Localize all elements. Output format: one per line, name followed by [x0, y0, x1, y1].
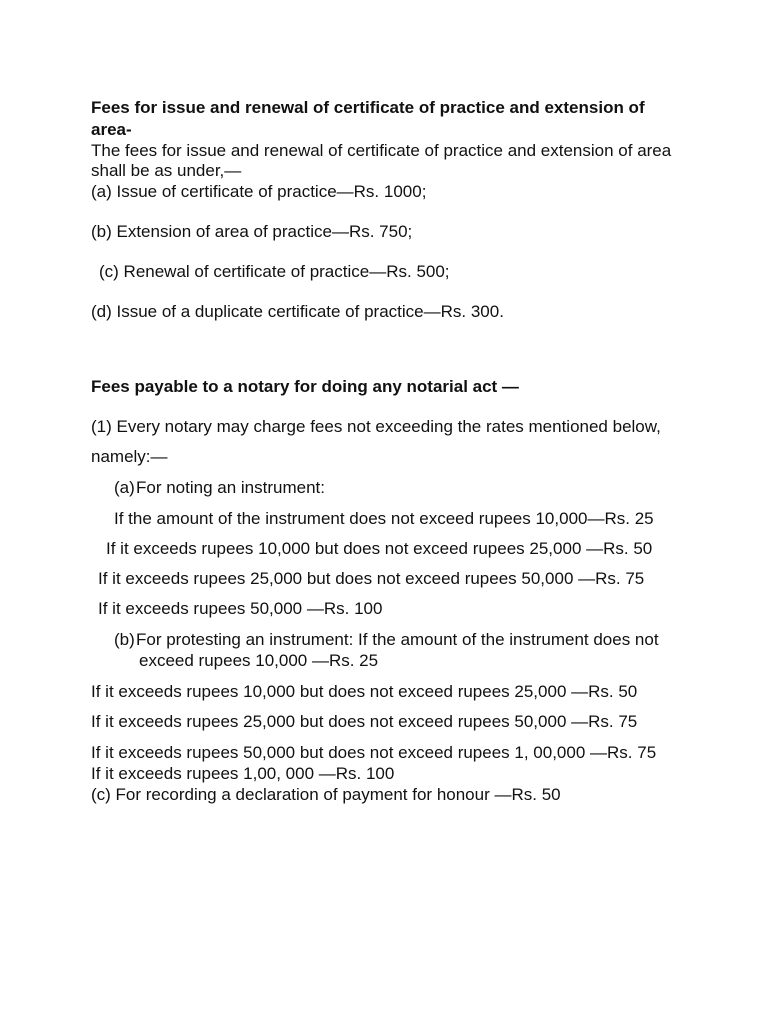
clause-b-text-line2: exceed rupees 10,000 —Rs. 25: [139, 651, 379, 670]
clause-b-rate1: If it exceeds rupees 10,000 but does not exceed rupees 25,000 —Rs. 50: [91, 682, 638, 701]
clause-b-label: (b): [114, 630, 135, 649]
section1-intro-line1: The fees for issue and renewal of certificate of practice and extension of area: [91, 141, 672, 160]
fee-item-d: (d) Issue of a duplicate certificate of practice—Rs. 300.: [91, 302, 504, 321]
clause-a-text: For noting an instrument:: [136, 478, 325, 497]
clause-a-rate1: If the amount of the instrument does not exceed rupees 10,000—Rs. 25: [114, 509, 654, 528]
section1-intro-line2: shall be as under,—: [91, 161, 242, 180]
clause-b-rate2: If it exceeds rupees 25,000 but does not exceed rupees 50,000 —Rs. 75: [91, 712, 638, 731]
clause-a-label: (a): [114, 478, 135, 497]
fee-item-c: (c) Renewal of certificate of practice—Rs. 500;: [99, 262, 450, 281]
fee-item-a: (a) Issue of certificate of practice—Rs. 1000;: [91, 182, 427, 201]
section1-heading-line1: Fees for issue and renewal of certificate of practice and extension of: [91, 98, 645, 117]
clause-a-rate2: If it exceeds rupees 10,000 but does not exceed rupees 25,000 —Rs. 50: [106, 539, 653, 558]
clause-a-rate3: If it exceeds rupees 25,000 but does not exceed rupees 50,000 —Rs. 75: [98, 569, 645, 588]
fee-item-b: (b) Extension of area of practice—Rs. 750;: [91, 222, 413, 241]
clause-b-text-line1: For protesting an instrument: If the amount of the instrument does not: [136, 630, 659, 649]
clause-b-rate4: If it exceeds rupees 1,00, 000 —Rs. 100: [91, 764, 395, 783]
section2-para1-line2: namely:—: [91, 447, 168, 466]
clause-c-text: (c) For recording a declaration of payment for honour —Rs. 50: [91, 785, 561, 804]
clause-a-rate4: If it exceeds rupees 50,000 —Rs. 100: [98, 599, 383, 618]
clause-b-rate3: If it exceeds rupees 50,000 but does not exceed rupees 1, 00,000 —Rs. 75: [91, 743, 657, 762]
section2-heading: Fees payable to a notary for doing any notarial act —: [91, 377, 519, 396]
section1-heading-line2: area-: [91, 120, 132, 139]
section2-para1-line1: (1) Every notary may charge fees not exceeding the rates mentioned below,: [91, 417, 661, 436]
